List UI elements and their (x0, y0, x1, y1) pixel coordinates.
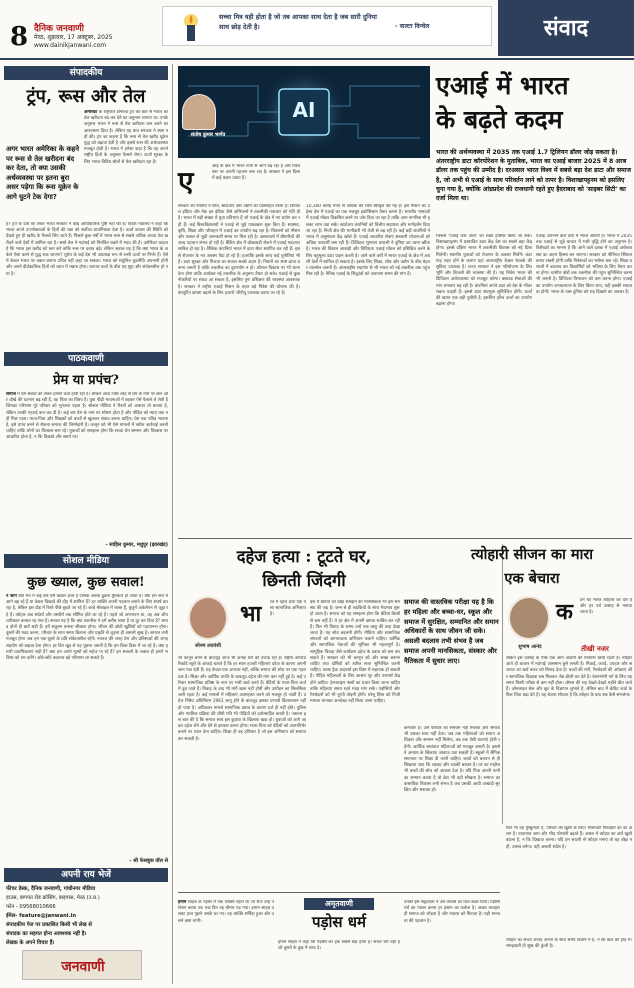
festive-body-col-2: फिर भी वह मुस्कुराता है, परिवार की खुशी के लिए। मिलावटी मिठाइयों का डर अलग है। यातायात जाम और भीड़ परेशानी बढ़ाते हैं। असल में त्योहार का अर्थ खुशी बांटना है, न कि दिखावा करना। यदि हम सादगी से त्योहार मनाएं तो यह बोझ नहीं, उत्सव बनेगा। यही असली संदेश है। (506, 826, 632, 850)
festive-body-col-1: लेकिन इस उत्साह के पीछे एक आम आदमी की परेशानी छिपी रहती है। त्योहार आते ही बाजार में महंगाई आसमान छूने लगती है। मिठाई, कपड़े, उपहार और सजावट का खर्च बजट को बिगाड़ देता है। बच्चों की मांगें, रिश्तेदारों की अपेक्षाएं और सामाजिक दिखावा सब मिलकर जेब ढीली कर देते हैं। वेतनभोगी वर्ग के लिए यह समय किसी परीक्षा से कम नहीं होता। बोनस की राह देखते-देखते महीने बीत जाते हैं। ऑनलाइन सेल और छूट के विज्ञापन लुभाते हैं, लेकिन बाद में क्रेडिट कार्ड के बिल चिंता बढ़ा देते हैं। वह बेचारा सोचता है कि त्योहार के बाद सब कैसे संभलेगा। (506, 656, 632, 699)
editorial-body-top: अमेरिका के राष्ट्रपति डोनाल्ड ट्रंप की बात से भारत का तेल खरीदना बंद कर देने का अनुमान लगाया था। उनके अनुसार भारत ने रूस से तेल खरीदना कम करने का आश्वासन दिया है। लेकिन यह बात सरकार ने स्पष्ट नहीं की। ट्रंप का कहना है कि रूस से तेल खरीद यूक्रेन युद्ध को बढ़ावा देती है और इससे रूस की अर्थव्यवस्था मजबूत होती है। भारत ने हमेशा कहा है कि वह अपने राष्ट्रीय हितों के अनुसार फैसले लेगा। ऊर्जा सुरक्षा के लिए भारत विविध स्रोतों से तेल खरीदता रहा है। (84, 110, 168, 165)
editorial-body: है? ट्रंप के दावे को लेकर भारत सरकार ने कोई आधिकारिक पुष्टि नहीं की है। विदेश मंत्रालय ने कहा कि भारत अपने उपभोक्ताओं के हितों की रक्षा को सर्वोच्च प्राथमिकता देता है। ऊर्जा बाजार की स्थिति को देखते हुए ही खरीद के फैसले लिए जाते हैं। पिछले कुछ वर्षों में भारत रूस से सबसे अधिक कच्चा तेल खरीदने वाले देशों में शामिल रहा है। सस्ते तेल ने महंगाई को नियंत्रित रखने में मदद की है। अमेरिका चाहता है कि भारत इस खरीद को कम करे ताकि रूस पर दबाव बढ़े। लेकिन सवाल यह है कि क्या भारत के अकेले ऐसा करने से युद्ध रुक जाएगा? यूरोप के कई देश भी अप्रत्यक्ष रूप से रूसी ऊर्जा पर निर्भर हैं। ऐसे में केवल भारत पर दबाव बनाना उचित नहीं कहा जा सकता। भारत को संतुलित कूटनीति अपनानी होगी और अपने दीर्घकालिक हितों को ध्यान में रखना होगा। व्यापार वार्ता के बीच यह मुद्दा और संवेदनशील हो गया है। (6, 222, 168, 277)
editorial-label: संपादकीय (4, 66, 168, 80)
masthead-rule (0, 58, 634, 60)
social-media-label: सोशल मीडिया (4, 554, 168, 568)
website: www.dainikjanwani.com (34, 42, 107, 49)
paper-name: दैनिक जनवाणी (34, 24, 84, 34)
amritvani-header (278, 898, 400, 938)
ai-bottom-rule (178, 538, 632, 539)
section-title-block (498, 0, 634, 56)
dowry-title-line-1: दहेज हत्या : टूटते घर, (236, 547, 372, 566)
ai-body-col-1b: सरकार की नीतियों ने शोध, स्टार्टअप और उद्योग को प्रोत्साहित किया है। डिजिटल इंडिया और मेक इन इंडिया जैसे अभियानों ने तकनीकी नवाचार को गति दी है। भारत में बड़ी संख्या में युवा प्रतिभाएं हैं जो एआई के क्षेत्र में नए प्रयोग कर रही हैं। कई विश्वविद्यालयों ने एआई से जुड़े पाठ्यक्रम शुरू किए हैं। स्वास्थ्य, कृषि, शिक्षा और परिवहन में एआई का उपयोग बढ़ रहा है। किसानों को मौसम और फसल से जुड़ी जानकारी समय पर मिल रही है। अस्पतालों में बीमारियों की जल्द पहचान संभव हो रही है। बैंकिंग क्षेत्र में धोखाधड़ी रोकने में एआई मददगार साबित हो रहा है। वैश्विक कंपनियां भारत में डाटा सेंटर स्थापित कर रही हैं। इससे रोजगार के नए अवसर पैदा हो रहे हैं। हालांकि इसके साथ कई चुनौतियां भी हैं। डाटा सुरक्षा और निजता का सवाल सबसे अहम है। नियमों का स्पष्ट ढांचा बनाना जरूरी है ताकि तकनीक का दुरुपयोग न हो। कौशल विकास पर भी ध्यान देना होगा ताकि कार्यबल नई तकनीक के अनुरूप तैयार हो सके। एआई से कुछ नौकरियों पर संकट आ सकता है, इसलिए पुनः प्रशिक्षण की व्यवस्था आवश्यक है। सरकार ने राष्ट्रीय एआई मिशन के तहत बड़े निवेश की घोषणा की है। कंप्यूटिंग क्षमता बढ़ाने के लिए हजारों जीपीयू उपलब्ध कराए जा रहे हैं। (178, 204, 300, 296)
quote-author: - वाल्टर विन्चेल (395, 23, 430, 30)
dowry-dropcap: भा (240, 601, 262, 627)
dowry-body-col-2: देश में बेटियों को बोझ समझने की मानसिकता भी इस समस्या की जड़ है। जन्म से ही लड़कियों के साथ भेदभाव शुरू हो जाता है। समाज को यह समझना होगा कि बेटियां किसी से कम नहीं हैं। वे हर क्षेत्र में अपनी क्षमता साबित कर रही हैं। फिर भी विवाह के समय उन्हें एक वस्तु की तरह देखा जाता है। यह सोच बदलनी होगी। मीडिया और सामाजिक संगठनों को जागरूकता अभियान चलाने चाहिए। धार्मिक और सामाजिक नेताओं की भूमिका भी महत्वपूर्ण है। सामूहिक विवाह जैसे कार्यक्रम दहेज के दबाव को कम कर सकते हैं। सरकार को भी कानून को और सख्त बनाना चाहिए तथा दोषियों को त्वरित सजा सुनिश्चित करनी चाहिए। फास्ट ट्रैक अदालतें इस दिशा में सहायक हो सकती हैं। पीड़ित महिलाओं के लिए आश्रय गृह और परामर्श केंद्र होने चाहिए। हेल्पलाइन नंबरों का प्रचार किया जाना चाहिए ताकि महिलाएं समय रहते मदद मांग सकें। पड़ोसियों और रिश्तेदारों को भी चुप्पी तोड़नी होगी। घरेलू हिंसा को निजी मामला मानकर अनदेखा नहीं किया जाना चाहिए। (310, 600, 400, 705)
ai-title-line-2: के बढ़ते कदम (436, 105, 563, 134)
candle-icon (171, 11, 211, 43)
dowry-pullquote: समाज की वास्तविक परीक्षा यह है कि हर महिला और बच्चा-घर, स्कूल और समाज में सुरक्षित, सम्मानित और समान अधिकारों के साथ जीवन जी सके। असली बदलाव तभी संभव है जब समाज अपनी मानसिकता, संस्कार और नैतिकता में सुधार लाए। (404, 598, 499, 665)
festive-column-label: तीखी नजर (581, 645, 609, 653)
festive-body-intro: हने को भारत त्योहारों का देश है और हर पर्व उत्साह से मनाया जाता है। (580, 598, 632, 616)
contact-line-2: हाउस, बागपत रोड क्रॉसिंग, बाइपास, मेरठ (उ.प्र.) (6, 895, 100, 901)
amritvani-top-rule (178, 892, 500, 893)
festive-author-photo (508, 596, 550, 640)
ai-author: संतोष कुमार भार्गव (190, 132, 226, 138)
reader-letter-body: समाज में प्रेम संबंधों को लेकर हमेशा चर्चा होती रही है। लेकिन आज जिस तरह से प्रेम के नाम पर छल और धोखे की घटनाएं बढ़ रही हैं, वह चिंता का विषय है। युवा पीढ़ी भावनाओं में बहकर ऐसे फैसले ले लेती है जिनका परिणाम पूरे परिवार को भुगतना पड़ता है। सोशल मीडिया ने रिश्तों को आसान तो बनाया है, लेकिन उनकी गहराई कम कर दी है। कई बार प्रेम के नाम पर शोषण होता है और पीड़ित को न्याय तक नहीं मिल पाता। माता-पिता और शिक्षकों को बच्चों से खुलकर संवाद करना चाहिए। प्रेम एक पवित्र भावना है, इसे प्रपंच बनने से रोकना समाज की जिम्मेदारी है। कानून को भी ऐसे मामलों में त्वरित कार्रवाई करनी चाहिए ताकि लोगों का विश्वास बना रहे। युवाओं को समझना होगा कि सच्चा प्रेम सम्मान और विश्वास पर आधारित होता है, न कि दिखावे और स्वार्थ पर। (6, 392, 168, 441)
dowry-body-col-3: कमजोर है। उसे परिवार का समर्थन नहीं मिलता और समाज भी उसका साथ नहीं देता। जब तक महिलाओं को समान अधिकार और सम्मान नहीं मिलेगा, तब तक ऐसी घटनाएं होती रहेंगी। आर्थिक स्वतंत्रता महिलाओं को मजबूत बनाती है। इससे वे अन्याय के खिलाफ आवाज उठा सकती हैं। स्कूलों में लैंगिक समानता पर शिक्षा दी जानी चाहिए। बच्चों को बचपन से ही सिखाया जाए कि लड़का और लड़की बराबर हैं। घर का माहौल भी बच्चों की सोच को आकार देता है। यदि पिता अपनी पत्नी का सम्मान करता है तो बेटा भी वही सीखता है। समाज का वास्तविक विकास तभी संभव है जब उसकी आधी आबादी सुरक्षित और सशक्त हो। (404, 726, 500, 794)
festive-dropcap: क (556, 599, 573, 625)
amritvani-body-mid: इमाम साहब ने कहा कि पड़ोसी का हक सबसे बड़ा होता है। सच्चा धर्म वही है जो दूसरों के दुख में साथ दे। (278, 940, 400, 952)
ai-body-col-1: आई के क्षेत्र में भारत तेजी से आगे बढ़ रहा है और विश्व स्तर पर अपनी पहचान बना रहा है। सरकार ने इस दिशा में कई कदम उठाए हैं। (212, 164, 300, 182)
social-media-body: न जाने क्यों मन में कई बार ऐसे ख्याल आते हैं जिनके जवाब ढूंढना मुश्किल हो जाता है। क्या हम सच में आगे बढ़ रहे हैं या केवल दिखावे की दौड़ में शामिल हैं? हर व्यक्ति अपनी पहचान बनाने के लिए संघर्ष कर रहा है, लेकिन इस दौड़ में रिश्ते पीछे छूटते जा रहे हैं। बच्चे मोबाइल में व्यस्त हैं, बुजुर्ग अकेलेपन से जूझ रहे हैं। त्योहार अब संदेशों और तस्वीरों तक सीमित होते जा रहे हैं। पहले जो अपनापन था, वह अब औपचारिकता बनकर रह गया है। सवाल यह है कि क्या तकनीक ने हमें करीब लाया है या दूर कर दिया है? शायद दोनों ही बातें सही हैं। हमें संतुलन बनाना सीखना होगा। जीवन की छोटी खुशियों को पहचानना होगा। दूसरों की मदद करना, परिवार के साथ समय बिताना और प्रकृति से जुड़ना ही असली सुख है। समाज तभी मजबूत होगा जब हम एक-दूसरे के प्रति संवेदनशील रहेंगे। नफरत की जगह प्रेम और प्रतिस्पर्धा की जगह सहयोग को बढ़ावा देना होगा। हर दिन खुद से यह पूछना जरूरी है कि हम किस दिशा में जा रहे हैं। क्या हमारी प्राथमिकताएं सही हैं? क्या हम अपने मूल्यों को सहेज पा रहे हैं? इन सवालों के जवाब ही हमारे भविष्य को तय करेंगे। छोटे-छोटे बदलाव बड़े परिणाम ला सकते हैं। (6, 594, 168, 662)
contact-line-7: लेखक के अपने विचार हैं। (6, 940, 55, 946)
amritvani-title: पड़ोस धर्म (312, 913, 366, 931)
reader-letter-lead-word: समाज (6, 392, 16, 397)
contact-logo (22, 950, 142, 980)
contact-line-1: फीचर डेस्क, दैनिक जनवाणी, गांधीनगर मीडिया (6, 886, 96, 892)
social-media-lead-word: न जाने (6, 594, 17, 599)
editorial-pullquote: अगर भारत अमेरिका के कहने पर रूस से तेल खरीदना बंद कर देता, तो क्या उसकी अर्थव्यवस्था पर इतना बुरा असर पड़ेगा कि रूस यूक्रेन के आगे घुटने टेक देगा? (6, 145, 80, 201)
ai-photo-label: AI (292, 98, 316, 122)
ai-body-col-3: जिससे 'एआई फॉर ऑल' का लक्ष्य हासिल किया जा सके। विशाखापट्टनम में प्रस्तावित डाटा केंद्र देश का सबसे बड़ा केंद्र होगा। इससे दक्षिण भारत में तकनीकी विकास को नई दिशा मिलेगी। स्थानीय युवाओं को रोजगार के अवसर मिलेंगे। बंदरगाह शहर होने के कारण यहां अंतरराष्ट्रीय केबल नेटवर्क की सुविधा उपलब्ध है। राज्य सरकार ने इस परियोजना के लिए भूमि और बिजली की व्यवस्था की है। यह निवेश भारत की डिजिटल अर्थव्यवस्था को मजबूत करेगा। क्लाउड सेवाओं की मांग लगातार बढ़ रही है। कंपनियां अपने डाटा को देश के भीतर रखना चाहती हैं। इससे डाटा संप्रभुता सुनिश्चित होगी। ऊर्जा की खपत एक बड़ी चुनौती है, इसलिए हरित ऊर्जा का उपयोग बढ़ाना होगा। (436, 234, 532, 308)
reader-letter-author: - साहिल कुमार, मधुपुर (झारखंड) (105, 542, 168, 548)
editorial-title: ट्रंप, रूस और तेल (26, 86, 146, 107)
festive-title-line-1: त्योहारी सीजन का मारा (470, 546, 594, 563)
amritvani-label: अमृतवाणी (304, 898, 374, 910)
contact-label: अपनी राय भेजें (4, 868, 168, 882)
contact-line-4: ईमेल- feature@janwani.in (6, 913, 77, 919)
dowry-author: सोनम लववंशी (195, 643, 221, 649)
dowry-body-col-1: जो कानून बनने के बावजूद आज भी अनेक घरों को उजाड़ रहा है। राष्ट्रीय अपराध रिकॉर्ड ब्यूरो के आंकड़े बताते हैं कि हर साल हजारों महिलाएं दहेज के कारण अपनी जान गंवा देती हैं। यह केवल एक अपराध नहीं, बल्कि समाज की सोच पर एक गहरा प्रश्न है। शिक्षा और आर्थिक प्रगति के बावजूद दहेज की मांग कम नहीं हुई है। कई परिवार सामाजिक प्रतिष्ठा के नाम पर भारी खर्च करते हैं। बेटियों के माता-पिता कर्ज में डूब जाते हैं। विवाह के बाद भी मांगें खत्म नहीं होतीं और उत्पीड़न का सिलसिला जारी रहता है। कई मामलों में महिलाएं आत्महत्या करने को मजबूर हो जाती हैं। दहेज निषेध अधिनियम 1961 लागू होने के बावजूद इसका प्रभावी क्रियान्वयन नहीं हो पाया है। अधिकतर मामले सामाजिक दबाव के कारण दर्ज ही नहीं होते। पुलिस और न्यायिक प्रक्रिया की धीमी गति भी पीड़ितों को हतोत्साहित करती है। जरूरत इस बात की है कि समाज स्वयं इस कुप्रथा के खिलाफ खड़ा हो। युवाओं को आगे आकर दहेज लेने और देने से इनकार करना होगा। माता-पिता को बेटियों को आत्मनिर्भर बनाने पर ध्यान देना चाहिए। शिक्षा ही वह हथियार है जो इस अभिशाप को समाप्त कर सकती है। (178, 656, 306, 742)
ai-dropcap: ए (178, 165, 194, 198)
section-title: संवाद (543, 16, 589, 41)
social-media-title: कुछ ख्याल, कुछ सवाल! (27, 575, 145, 590)
ai-body-col-2: 10,300 करोड़ रुपए से अधिक की राशि स्वीकृत की गई है। इस मिशन का उद्देश्य देश में एआई का एक मजबूत इकोसिस्टम तैयार करना है। भारतीय भाषाओं में एआई मॉडल विकसित करने पर जोर दिया जा रहा है ताकि आम नागरिक भी इसका लाभ उठा सकें। स्टार्टअप कंपनियों को वित्तीय सहायता और मार्गदर्शन दिया जा रहा है। निजी क्षेत्र की भागीदारी भी तेजी से बढ़ रही है। कई बड़ी कंपनियों ने भारत में अनुसंधान केंद्र खोले हैं। एआई आधारित सेवाएं सरकारी योजनाओं को अधिक पारदर्शी बना रही हैं। डिजिटल भुगतान प्रणाली ने दुनिया का ध्यान खींचा है। भारत की विशाल आबादी और विविधता एआई मॉडल को प्रशिक्षित करने के लिए बहुमूल्य डाटा प्रदान करती है। आने वाले वर्षों में भारत एआई के क्षेत्र में अग्रणी देशों में शामिल हो सकता है। इसके लिए शिक्षा, शोध और उद्योग के बीच बेहतर तालमेल जरूरी है। अंतरराष्ट्रीय सहयोग से भी भारत को नई तकनीक तक पहुंच मिल रही है। नैतिक एआई के सिद्धांतों को अपनाना समय की मांग है। (306, 204, 430, 278)
contact-line-6: संपादक का सहमत होना आवश्यक नहीं है। (6, 931, 87, 937)
quote-box (162, 6, 492, 46)
reader-letter-title: प्रेम या प्रपंच? (53, 373, 119, 388)
ai-body-col-4: एआई अपनाने वाले देशों में भारत अग्रणी है। भारत में 2035 तक एआई से जुड़े बाजार में भारी वृद्धि होने का अनुमान है। विशेषज्ञों का मानना है कि आने वाले दशक में एआई अर्थव्यवस्था का अहम हिस्सा बन जाएगा। सरकार को नीतिगत स्थिरता बनाए रखनी होगी ताकि निवेशकों का भरोसा बना रहे। शिक्षा प्रणाली में बदलाव कर विद्यार्थियों को भविष्य के लिए तैयार करना होगा। ग्रामीण क्षेत्रों तक तकनीक की पहुंच सुनिश्चित करना भी जरूरी है। डिजिटल विभाजन को कम करना होगा। एआई का उपयोग जनकल्याण के लिए किया जाए, यही इसकी सफलता होगी। भारत के पास दुनिया को राह दिखाने का अवसर है। (536, 234, 632, 295)
ai-title-line-1: एआई में भारत (436, 71, 569, 100)
contact-line-5: संपादकीय पेज पर प्रकाशित किसी भी लेख से (6, 922, 92, 928)
contact-line-3: फोन - 09568010666 (6, 904, 56, 910)
ai-author-photo (182, 94, 216, 130)
quote-text: सच्चा मित्र वही होता है जो तब आपका साथ देता है जब सारी दुनिया साथ छोड़ देती है। (219, 13, 377, 31)
contact-box (4, 884, 168, 984)
reader-letter-label: पाठकवाणी (4, 352, 168, 366)
dateline: मेरठ, शुक्रवार, 17 अक्टूबर, 2025 (34, 34, 113, 41)
amritvani-body-left: इमाम साहब के पड़ोस में एक व्यक्ति रहता था जो रोज उन्हें परेशान करता था। एक दिन वह बीमार पड़ गया। इमाम साहब उसका हाल पूछने उसके घर गए। वह व्यक्ति शर्मिंदा हुआ और उसने क्षमा मांगी। (178, 900, 274, 924)
dowry-author-photo (188, 596, 228, 640)
social-media-author: - श्री फेसबुक वॉल से (129, 858, 168, 864)
amritvani-body-right: उनकी इस सहृदयता ने उस व्यक्ति का दिल बदल दिया। पड़ोसी धर्म का पालन करना हर इंसान का कर्तव्य है। अच्छा व्यवहार ही समाज को जोड़ता है और नफरत को मिटाता है। यही मानवता की पहचान है। (404, 900, 500, 924)
page-number: 8 (10, 22, 29, 52)
ai-deck: भारत की अर्थव्यवस्था में 2035 तक एआई 1.7 ट्रिलियन डॉलर जोड़ सकता है। अंतरराष्ट्रीय डाटा कॉरपोरेशन के मुताबिक, भारत का एआई बाजार 2025 में 8 अरब डॉलर तक पहुंच की उम्मीद है। दरअसल भारत विश्व में सबसे बड़ा देश डाटा और समाज है, जो अभी से एआई के साथ परिवर्तन लाने को तत्पर है। विशाखापट्टनम को इसलिए चुना गया है, क्योंकि आंध्रप्रदेश की राजधानी रहते हुए हैदराबाद को 'साइबर सिटी' का दर्जा मिला था। (436, 149, 631, 203)
editorial-lead-word: अमेरिका (84, 110, 98, 115)
masthead (0, 0, 634, 62)
festive-body-col-3: त्योहार का सच्चा आनंद अपनों के साथ समय बिताने में है, न कि खर्च की होड़ में। समझदारी ही सुख की कुंजी है। (506, 938, 632, 950)
dowry-title-line-2: छिनती जिंदगी (262, 571, 346, 590)
festive-title-line-2: एक बेचारा (504, 570, 560, 587)
contact-logo-text: जनवाणी (61, 959, 105, 975)
column-divider-left (172, 64, 173, 984)
festive-author: सुभाष आनंद (518, 644, 542, 650)
dowry-body-intro: रत में दहेज प्रथा एक ऐसा सामाजिक अभिशाप है। (270, 600, 306, 618)
amritvani-lead-word: इमाम (178, 900, 187, 905)
